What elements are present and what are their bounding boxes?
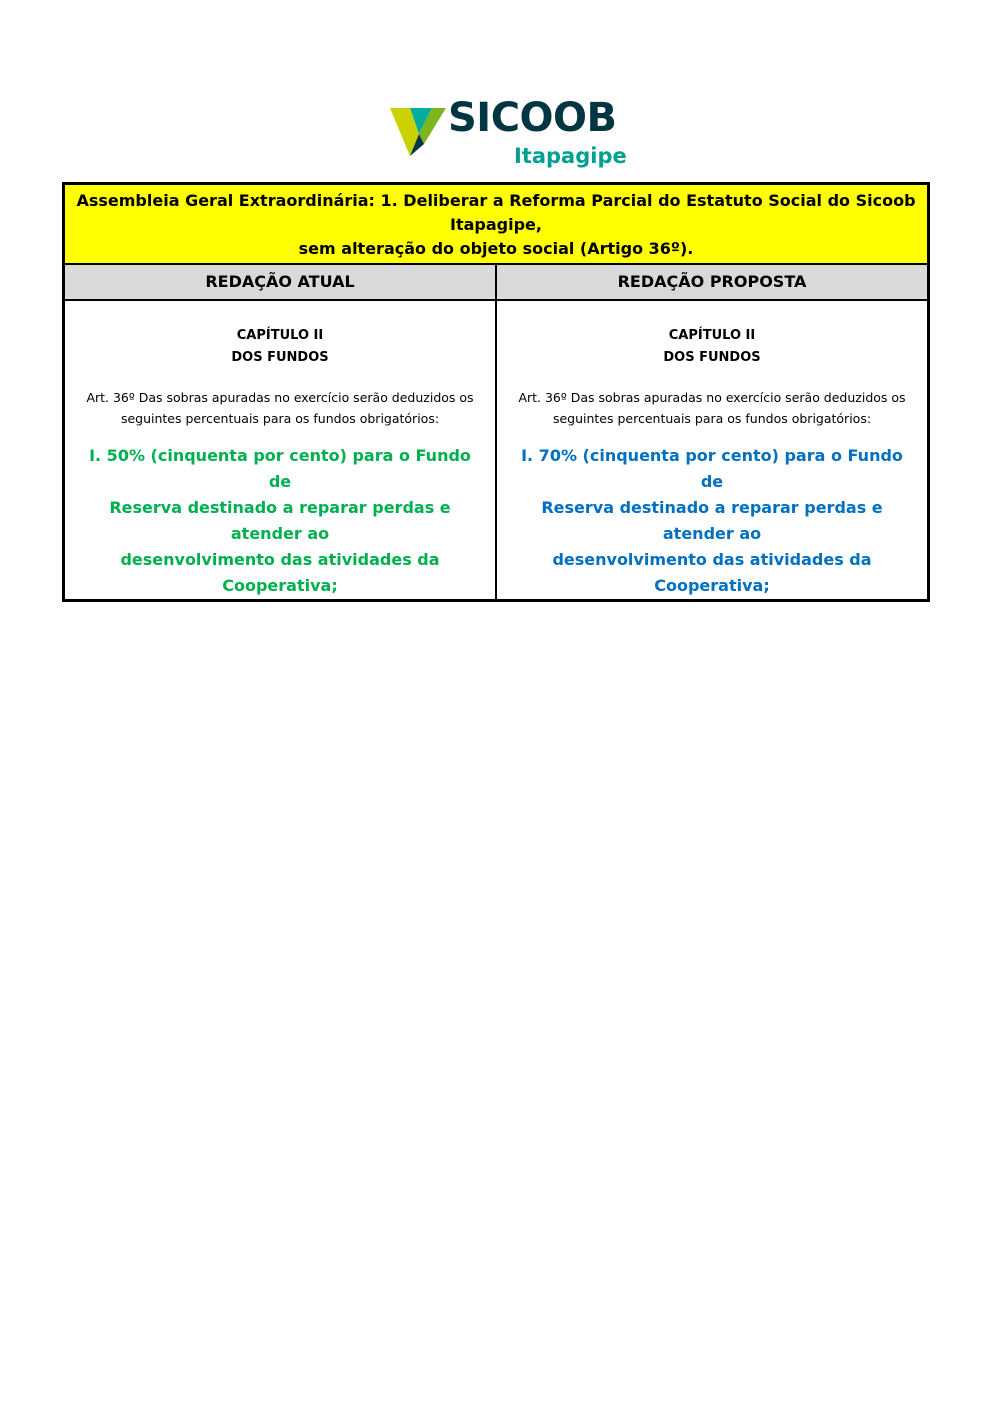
article-line-1: Art. 36º Das sobras apuradas no exercício serão deduzidos os xyxy=(86,390,474,405)
article-line-2: seguintes percentuais para os fundos obrigatórios: xyxy=(120,411,440,426)
current-text-cell xyxy=(64,300,497,601)
proposed-text-cell xyxy=(496,300,929,601)
column-header-proposed: REDAÇÃO PROPOSTA xyxy=(496,264,929,300)
title-line-2: sem alteração do objeto social (Artigo 36º). xyxy=(298,239,694,258)
sicoob-logo xyxy=(388,95,628,176)
item-line-1: I. 50% (cinquenta por cento) para o Fundo de xyxy=(89,446,471,491)
document-title xyxy=(64,184,929,265)
sicoob-mark-icon xyxy=(388,104,448,160)
article-line-1: Art. 36º Das sobras apuradas no exercício serão deduzidos os xyxy=(518,390,906,405)
item-line-3: desenvolvimento das atividades da Cooperativa; xyxy=(120,550,440,595)
title-line-1: Assembleia Geral Extraordinária: 1. Deliberar a Reforma Parcial do Estatuto Social do Sicoob Itapagipe, xyxy=(76,191,916,234)
article-text xyxy=(511,387,913,429)
item-line-2: Reserva destinado a reparar perdas e atender ao xyxy=(109,498,451,543)
item-text-proposed xyxy=(511,443,913,599)
logo-brand-text: SICOOB xyxy=(448,95,617,141)
column-header-current: REDAÇÃO ATUAL xyxy=(64,264,497,300)
item-text-current xyxy=(79,443,481,599)
article-line-2: seguintes percentuais para os fundos obrigatórios: xyxy=(552,411,872,426)
item-line-1: I. 70% (cinquenta por cento) para o Fundo de xyxy=(521,446,903,491)
section-title: DOS FUNDOS xyxy=(231,350,329,365)
item-line-3: desenvolvimento das atividades da Cooperativa; xyxy=(552,550,872,595)
section-title: DOS FUNDOS xyxy=(663,350,761,365)
logo-subtitle: Itapagipe xyxy=(514,144,627,168)
comparison-table xyxy=(62,182,930,602)
chapter-title: CAPÍTULO II xyxy=(236,328,324,343)
article-text xyxy=(79,387,481,429)
item-line-2: Reserva destinado a reparar perdas e atender ao xyxy=(541,498,883,543)
chapter-title: CAPÍTULO II xyxy=(668,328,756,343)
